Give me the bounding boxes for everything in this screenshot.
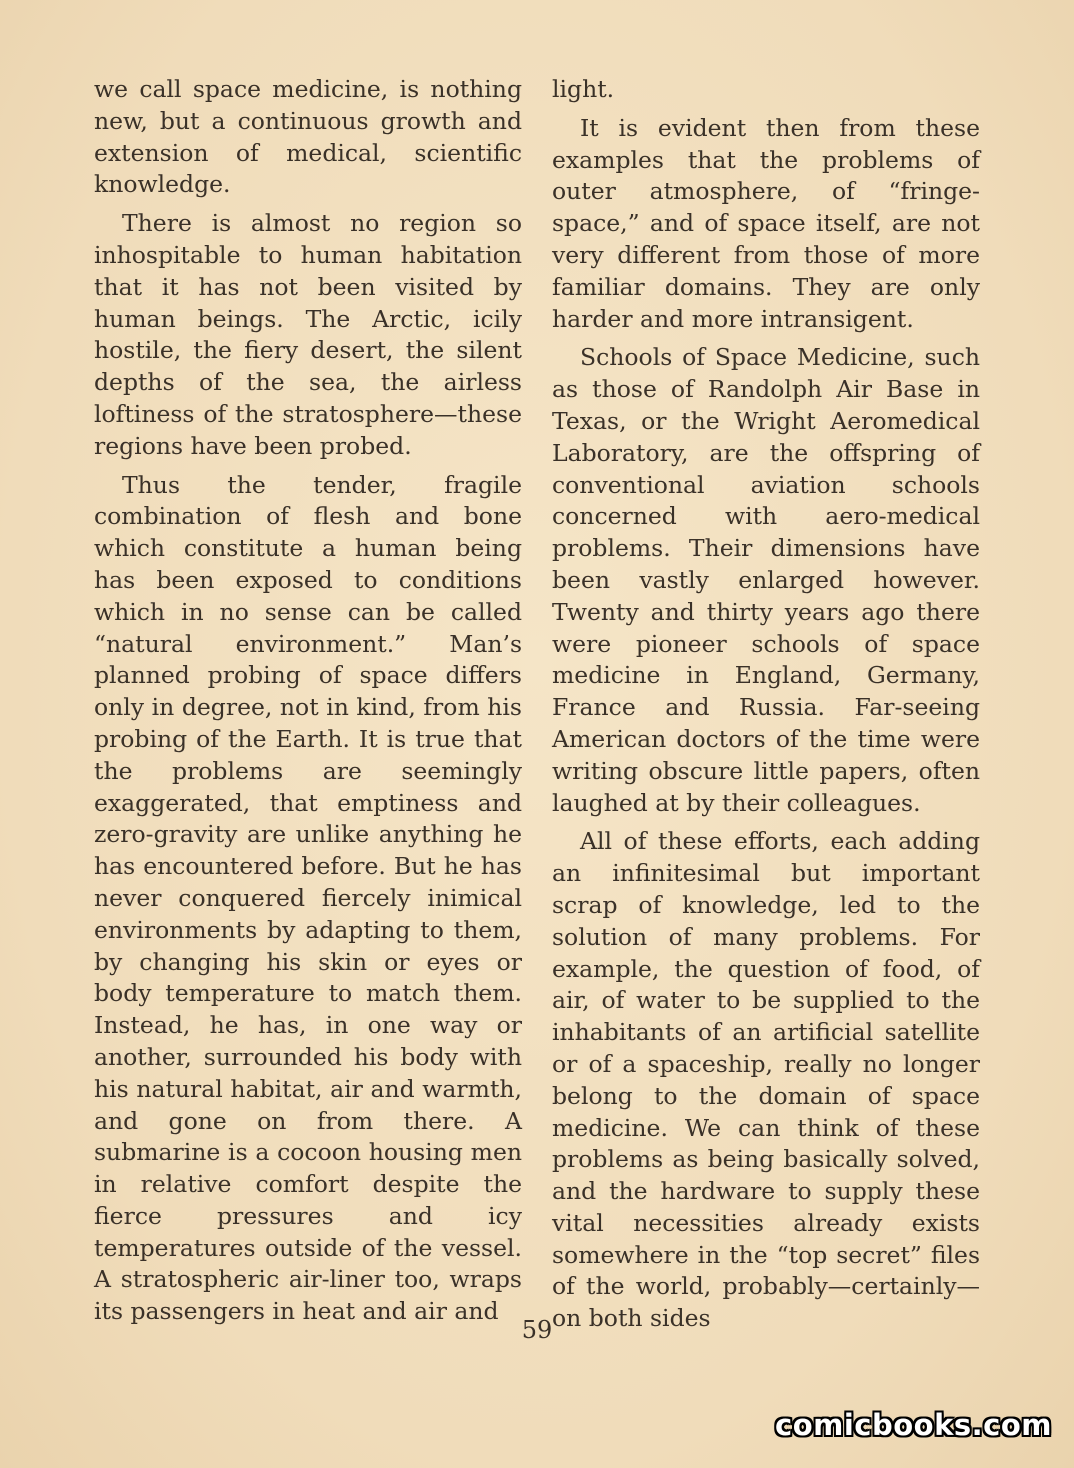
- paragraph: There is almost no region so inhospitable to human habitation that it has not been visited by human beings. The Arctic, icily hostile, the fiery desert, the silent depths of the sea, the airless loftiness of the stratosphere—these regions have been probed.: [94, 209, 522, 460]
- paragraph: It is evident then from these examples that the problems of outer atmosphere, of “fringe-space,” and of space itself, are not very different from those of more familiar domains. They are only harder and more intransigent.: [552, 113, 980, 333]
- paragraph: Thus the tender, fragile combination of flesh and bone which constitute a human being has been exposed to conditions which in no sense can be called “natural environment.” Man’s planned probing of space differs only in degree, not in kind, from his probing of the Earth. It is true that the problems are seemingly exaggerated, that emptiness and zero-gravity are unlike anything he has encountered before. But he has never conquered fiercely inimical environments by adapting to them, by changing his skin or eyes or body temperature to match them. Instead, he has, in one way or another, surrounded his body with his natural habitat, air and warmth, and gone on from there. A submarine is a cocoon housing men in relative comfort despite the fierce pressures and icy temperatures outside of the vessel. A stratospheric air-liner too, wraps its passengers in heat and air and: [94, 470, 522, 1326]
- right-text-column: [552, 74, 980, 1342]
- left-text-column: [94, 74, 522, 1335]
- paragraph: we call space medicine, is nothing new, but a continuous growth and extension of medical, scientific knowledge.: [94, 75, 522, 199]
- watermark-logo: comicbooks.com: [775, 1408, 1052, 1442]
- paragraph: All of these efforts, each adding an infinitesimal but important scrap of knowledge, led to the solution of many problems. For example, the question of food, of air, of water to be supplied to the inhabitants of an artificial satellite or of a spaceship, really no longer belong to the domain of space medicine. We can think of these problems as being basically solved, and the hardware to supply these vital necessities already exists somewhere in the “top secret” files of the world, probably—certainly—on both sides: [552, 827, 980, 1333]
- page-number: 59: [521, 1316, 553, 1344]
- paragraph: Schools of Space Medicine, such as those of Randolph Air Base in Texas, or the Wright Aeromedical Laboratory, are the offspring of conventional aviation schools concerned with aero-medical problems. Their dimensions have been vastly enlarged however. Twenty and thirty years ago there were pioneer schools of space medicine in England, Germany, France and Russia. Far-seeing American doctors of the time were writing obscure little papers, often laughed at by their colleagues.: [552, 343, 980, 817]
- paragraph: light.: [552, 75, 615, 103]
